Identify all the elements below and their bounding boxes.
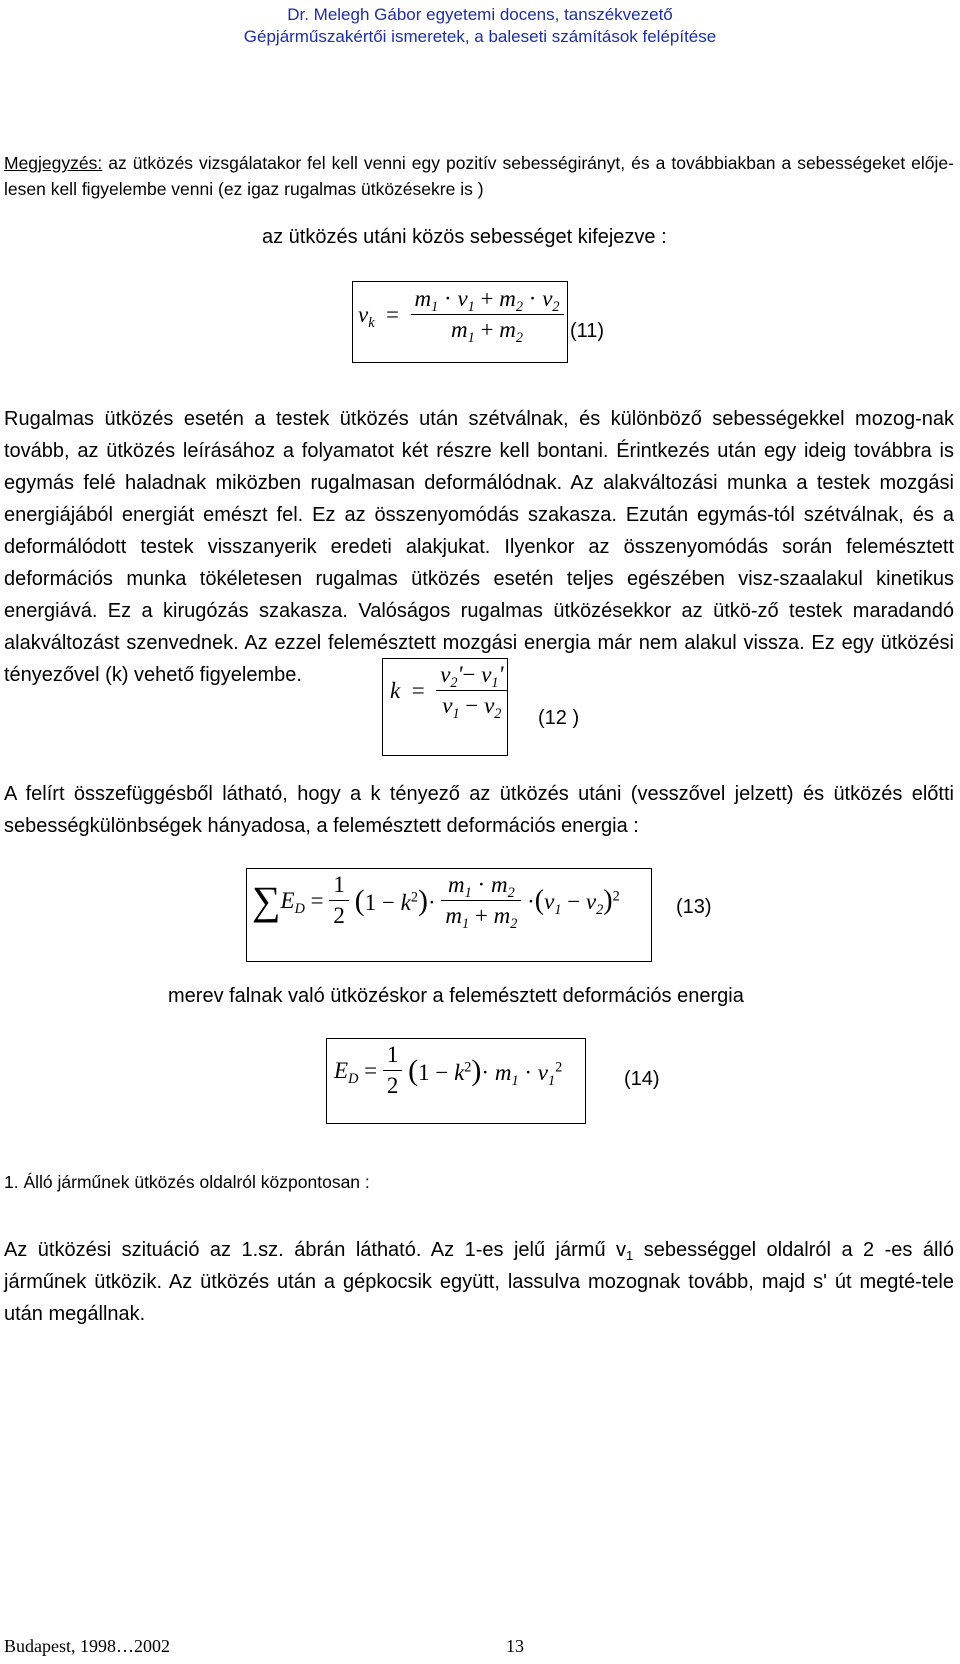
header-author: Dr. Melegh Gábor egyetemi docens, tanszékvezető (287, 5, 673, 24)
header-title: Gépjárműszakértői ismeretek, a baleseti számítások felépítése (243, 27, 717, 46)
elastic-collision-paragraph: Rugalmas ütközés esetén a testek ütközés után szétválnak, és különböző sebességekkel mozog-nak tovább, az ütközés leírásához a folyamatot két részre kell bontani. Érintkezés után egy ideig továbbra is egymás felé haladnak miközben rugalmasan deformálódnak. Az alakváltozási munka a testek mozgási energiájából energiát emészt fel. Ez az összenyomódás szakasza. Ezután egymás-tól szétválnak, és a deformálódott testek visszanyerik eredeti alakjukat. Ilyenkor az összenyomódás során felemésztett deformációs munka tökéletesen rugalmas ütközés esetén teljes egészében visz-szaalakul kinetikus energiává. Ez a kirugózás szakasza. Valóságos rugalmas ütközésekkor az ütkö-ző testek maradandó alakváltozást szenvednek. Az ezzel felemésztett mozgási energia már nem alakul vissza. Ez egy ütközési tényezővel (k) vehető figyelembe. (4, 408, 954, 686)
equation-13: $\sum E_D$ = $\frac{1}{2}$ $(1 - k^2)\cdot$ $\frac{m_1 \cdot m_2}{m_1 + m_2}$ $\cdot(v_1 - v_2)^2$ (252, 872, 620, 932)
side-text-subscript: 1 (626, 1248, 634, 1263)
page-header (0, 4, 960, 48)
footer-page-number: 13 (506, 1636, 524, 1656)
wall-collision-text: merev falnak való ütközéskor a felemésztett deformációs energia (168, 985, 744, 1007)
equation-12-number: (12 ) (538, 707, 580, 729)
section-1-title: 1. Álló járműnek ütközés oldalról központosan : (4, 1172, 370, 1192)
equation-11-number: (11) (570, 320, 605, 342)
equation-12: k = $\frac{v_2'- v_1'}{v_1 - v_2}$ (390, 662, 507, 719)
side-text-part2: sebességgel oldalról a 2 -es álló járműnek ütközik. Az ütközés után a gépkocsik együtt, lassulva mozognak tovább, majd s' út megté-tele után megállnak. (4, 1239, 954, 1325)
note-label: Megjegyzés: (4, 153, 103, 173)
equation-14: $E_D$ = $\frac{1}{2}$ $(1 - k^2)\cdot m_1 \cdot v_1^2$ (334, 1042, 563, 1098)
note-paragraph (4, 150, 954, 202)
equation-11: $v_k$ = $\frac{m_1 \cdot v_1 + m_2 \cdot v_2}{m_1 + m_2}$ (358, 286, 564, 343)
footer-place-date: Budapest, 1998…2002 (4, 1636, 170, 1656)
side-collision-paragraph (4, 1234, 954, 1330)
k-factor-paragraph: A felírt összefüggésből látható, hogy a k tényező az ütközés utáni (vesszővel jelzett) és ütközés előtti sebességkülönbségek hányadosa, a felemésztett deformációs energia : (4, 783, 954, 837)
side-text-part1: Az ütközési szituáció az 1.sz. ábrán látható. Az 1-es jelű jármű v (4, 1239, 627, 1261)
intro-common-velocity: az ütközés utáni közös sebességet kifejezve : (262, 226, 667, 248)
equation-14-number: (14) (624, 1068, 660, 1090)
note-text: az ütközés vizsgálatakor fel kell venni egy pozitív sebességirányt, és a továbbiakban a sebességeket elője-lesen kell figyelembe venni (ez igaz rugalmas ütközésekre is ) (4, 153, 954, 199)
equation-13-number: (13) (676, 896, 712, 918)
